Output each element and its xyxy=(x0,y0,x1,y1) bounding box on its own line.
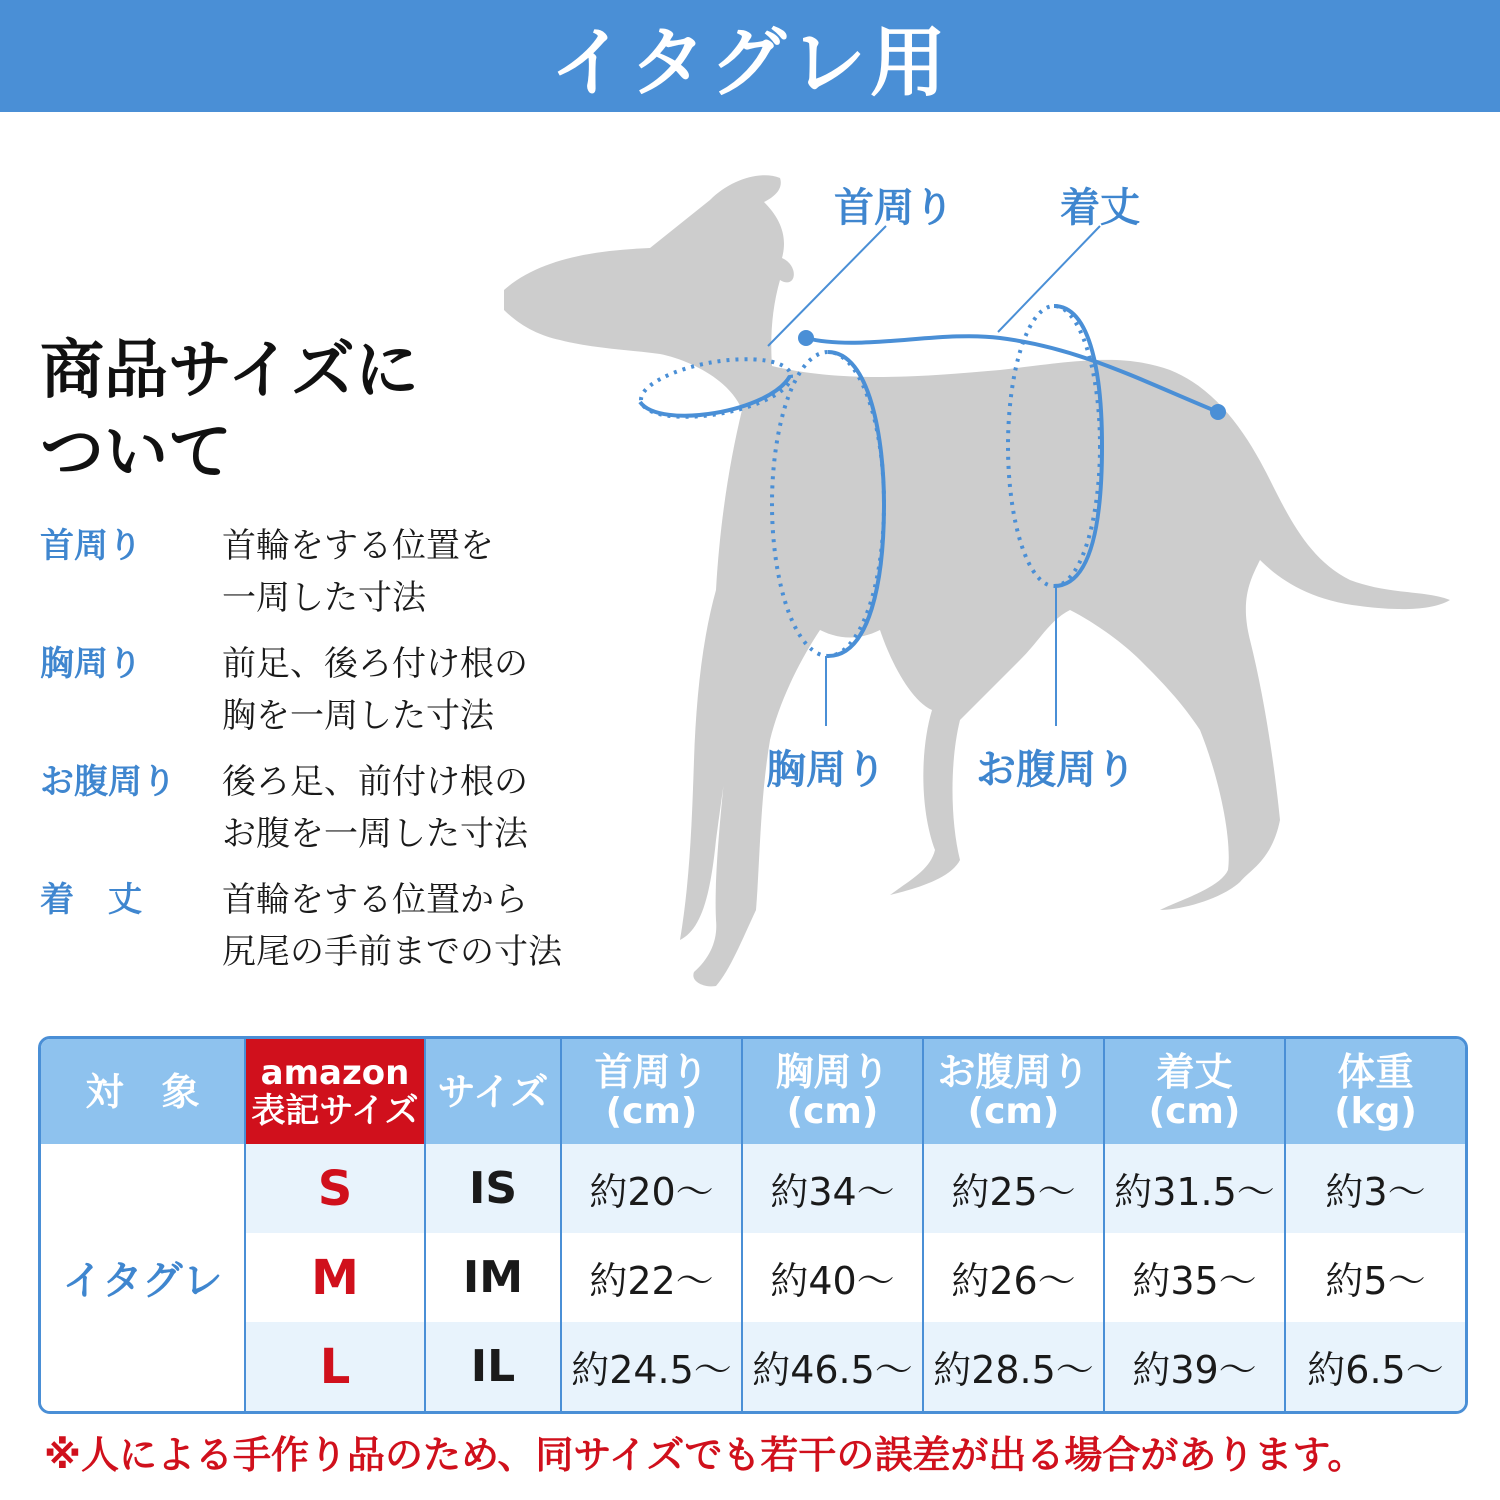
weight-cell: 約3～ xyxy=(1285,1144,1465,1233)
size-chart-table xyxy=(41,1039,1465,1411)
length-leader xyxy=(998,226,1100,332)
definition-desc: 前足、後ろ付け根の 胸を一周した寸法 xyxy=(222,644,528,736)
header-size: サイズ xyxy=(425,1039,561,1144)
callout-length: 着丈 xyxy=(1060,185,1140,231)
length-end-dot xyxy=(1210,404,1226,420)
footnote: ※人による手作り品のため、同サイズでも若干の誤差が出る場合があります。 xyxy=(44,1433,1366,1477)
section-title-line2: ついて xyxy=(40,416,232,490)
title-banner xyxy=(0,0,1500,112)
chest-cell: 約40～ xyxy=(742,1233,923,1322)
header-length: 着丈 (cm) xyxy=(1104,1039,1285,1144)
definition-term: 胸周り xyxy=(40,644,142,684)
weight-cell: 約6.5～ xyxy=(1285,1322,1465,1411)
amazon-size-cell: S xyxy=(245,1144,425,1233)
amazon-size-cell: L xyxy=(245,1322,425,1411)
definition-desc: 首輪をする位置から 尻尾の手前までの寸法 xyxy=(222,880,562,972)
header-target: 対 象 xyxy=(41,1039,245,1144)
header-chest: 胸周り (cm) xyxy=(742,1039,923,1144)
length-cell: 約35～ xyxy=(1104,1233,1285,1322)
header-weight: 体重 (kg) xyxy=(1285,1039,1465,1144)
chest-cell: 約46.5～ xyxy=(742,1322,923,1411)
target-cell: イタグレ xyxy=(41,1144,245,1411)
definition-desc: 首輪をする位置を 一周した寸法 xyxy=(222,526,494,618)
length-start-dot xyxy=(798,330,814,346)
callout-belly: お腹周り xyxy=(976,747,1136,793)
amazon-size-cell: M xyxy=(245,1233,425,1322)
definition-desc: 後ろ足、前付け根の お腹を一周した寸法 xyxy=(222,762,528,854)
length-cell: 約31.5～ xyxy=(1104,1144,1285,1233)
callout-neck: 首周り xyxy=(834,185,954,231)
header-amazon-size: amazon 表記サイズ xyxy=(245,1039,425,1144)
table-row xyxy=(41,1144,1465,1233)
definition-term: お腹周り xyxy=(40,762,176,802)
table-header-row xyxy=(41,1039,1465,1144)
table-row xyxy=(41,1322,1465,1411)
neck-cell: 約20～ xyxy=(561,1144,742,1233)
size-cell: IS xyxy=(425,1144,561,1233)
section-title-line1: 商品サイズに xyxy=(40,334,419,408)
size-cell: IM xyxy=(425,1233,561,1322)
callout-chest: 胸周り xyxy=(766,747,886,793)
belly-cell: 約26～ xyxy=(923,1233,1104,1322)
definition-term: 着 丈 xyxy=(40,880,142,920)
belly-cell: 約28.5～ xyxy=(923,1322,1104,1411)
banner-title: イタグレ用 xyxy=(550,17,950,107)
neck-cell: 約22～ xyxy=(561,1233,742,1322)
table-row xyxy=(41,1233,1465,1322)
header-belly: お腹周り (cm) xyxy=(923,1039,1104,1144)
chest-cell: 約34～ xyxy=(742,1144,923,1233)
neck-leader xyxy=(768,226,886,346)
definition-term: 首周り xyxy=(40,526,142,566)
neck-cell: 約24.5～ xyxy=(561,1322,742,1411)
size-table xyxy=(38,1036,1468,1414)
size-cell: IL xyxy=(425,1322,561,1411)
dog-silhouette-icon xyxy=(504,175,1450,986)
dog-diagram xyxy=(480,140,1480,1020)
length-cell: 約39～ xyxy=(1104,1322,1285,1411)
weight-cell: 約5～ xyxy=(1325,1259,1426,1304)
header-neck: 首周り (cm) xyxy=(561,1039,742,1144)
belly-cell: 約25～ xyxy=(923,1144,1104,1233)
measurement-diagram xyxy=(480,140,1480,1020)
